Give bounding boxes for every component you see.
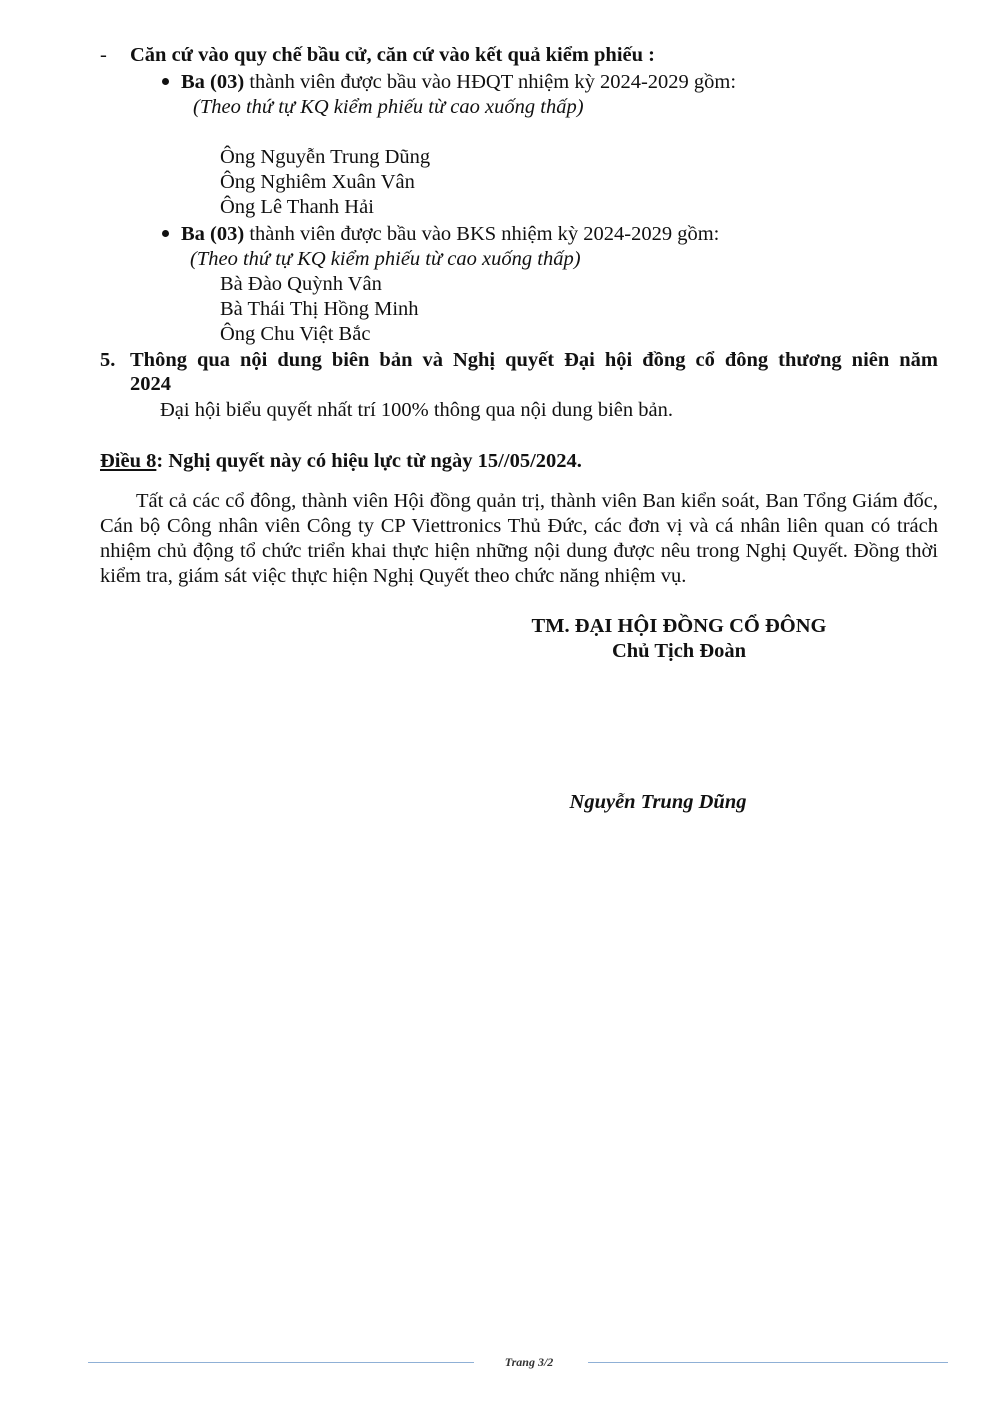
bks-lead bbox=[162, 222, 719, 247]
intro-heading: Căn cứ vào quy chế bầu cử, căn cứ vào kết quả kiểm phiếu : bbox=[130, 44, 655, 66]
hdqt-lead bbox=[162, 70, 736, 95]
article8-heading bbox=[100, 449, 582, 474]
signature-org: TM. ĐẠI HỘI ĐỒNG CỔ ĐÔNG bbox=[531, 615, 827, 637]
bks-member: Bà Thái Thị Hồng Minh bbox=[220, 298, 419, 320]
bks-member: Bà Đào Quỳnh Vân bbox=[220, 273, 382, 295]
item5-number: 5. bbox=[100, 349, 116, 371]
signature-role: Chủ Tịch Đoàn bbox=[611, 640, 747, 662]
item5-title-line2: 2024 bbox=[130, 373, 171, 395]
item5-title-line1: Thông qua nội dung biên bản và Nghị quyết Đại hội đồng cổ đông thương niên năm bbox=[130, 349, 938, 371]
bullet-icon bbox=[162, 230, 169, 237]
hdqt-member: Ông Nghiêm Xuân Vân bbox=[220, 171, 415, 193]
item5-result: Đại hội biểu quyết nhất trí 100% thông qua nội dung biên bản. bbox=[160, 399, 673, 421]
bks-note: (Theo thứ tự KQ kiểm phiếu từ cao xuống thấp) bbox=[190, 248, 581, 270]
intro-dash: - bbox=[100, 44, 107, 66]
footer-rule-right bbox=[588, 1362, 948, 1363]
hdqt-member: Ông Nguyễn Trung Dũng bbox=[220, 146, 431, 168]
hdqt-note: (Theo thứ tự KQ kiểm phiếu từ cao xuống thấp) bbox=[193, 96, 584, 118]
bullet-icon bbox=[162, 78, 169, 85]
hdqt-lead-bold: Ba (03) bbox=[181, 71, 245, 93]
article8-paragraph: Tất cả các cổ đông, thành viên Hội đồng quản trị, thành viên Ban kiển soát, Ban Tổng Giám đốc, Cán bộ Công nhân viên Công ty CP Viettronics Thủ Đức, các đơn vị và cá nhân liên quan có trách nhiệm chủ động tổ chức triển khai thực hiện những nội dung được nêu trong Nghị Quyết. Đồng thời kiểm tra, giám sát việc thực hiện Nghị Quyết theo chức năng nhiệm vụ. bbox=[100, 490, 938, 587]
page-number: Trang 3/2 bbox=[504, 1355, 554, 1369]
article8-label: Điều 8 bbox=[100, 450, 157, 472]
bks-member: Ông Chu Việt Bắc bbox=[220, 323, 371, 345]
signature-name: Nguyễn Trung Dũng bbox=[569, 791, 747, 813]
bks-lead-bold: Ba (03) bbox=[181, 223, 245, 245]
bks-lead-rest: thành viên được bầu vào BKS nhiệm kỳ 2024-2029 gồm: bbox=[244, 223, 720, 245]
hdqt-lead-rest: thành viên được bầu vào HĐQT nhiệm kỳ 2024-2029 gồm: bbox=[244, 71, 737, 93]
hdqt-member: Ông Lê Thanh Hải bbox=[220, 196, 374, 218]
footer-rule-left bbox=[88, 1362, 474, 1363]
article8-text: : Nghị quyết này có hiệu lực từ ngày 15//05/2024. bbox=[156, 450, 582, 472]
